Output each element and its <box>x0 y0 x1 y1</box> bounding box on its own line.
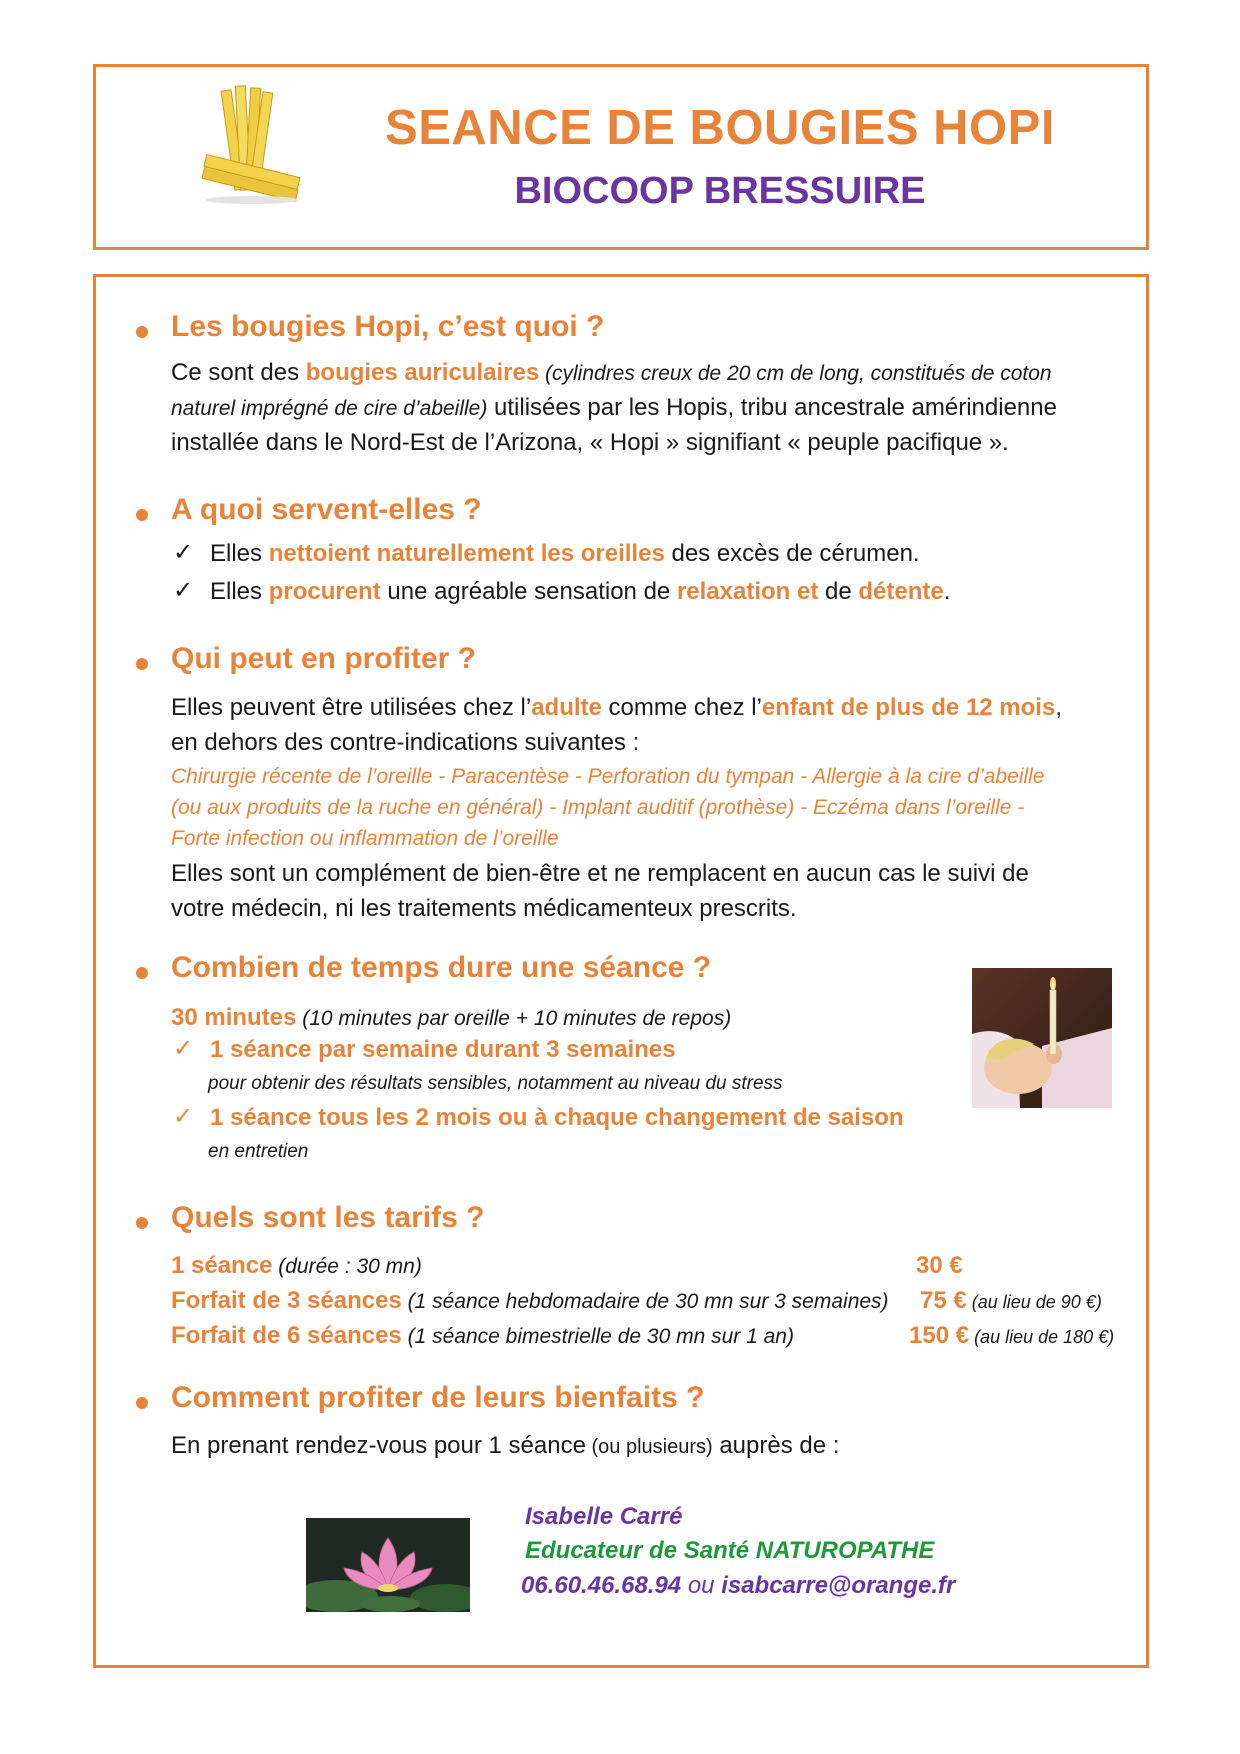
contact-phone[interactable]: 06.60.46.68.94 <box>521 1572 682 1599</box>
lotus-flower-photo <box>306 1518 470 1612</box>
bullet-icon <box>136 1397 148 1409</box>
list-item: 1 séance tous les 2 mois ou à chaque changement de saison <box>210 1104 904 1131</box>
list-item-note: pour obtenir des résultats sensibles, notamment au niveau du stress <box>208 1073 783 1094</box>
paragraph-line: Elles sont un complément de bien-être et ne remplacent en aucun cas le suivi de <box>171 860 1029 887</box>
page-subtitle: BIOCOOP BRESSUIRE <box>514 170 926 212</box>
price-value: 30 € <box>916 1252 963 1279</box>
price-row-label: 1 séance (durée : 30 mn) <box>171 1252 422 1279</box>
price-value: 150 € (au lieu de 180 €) <box>909 1322 1115 1349</box>
ear-candle-photo <box>972 968 1112 1108</box>
contact-email[interactable]: isabcarre@orange.fr <box>721 1572 956 1599</box>
checkmark-icon: ✓ <box>173 1035 194 1062</box>
list-item: Elles procurent une agréable sensation de relaxation et de détente. <box>210 578 951 605</box>
checkmark-icon: ✓ <box>173 1103 194 1130</box>
list-item: 1 séance par semaine durant 3 semaines <box>210 1036 676 1063</box>
section-title-who: Qui peut en profiter ? <box>171 642 476 675</box>
contact-line: 06.60.46.68.94 ou isabcarre@orange.fr <box>521 1572 956 1599</box>
hopi-candles-image <box>196 82 308 206</box>
paragraph-line: En prenant rendez-vous pour 1 séance (ou plusieurs) auprès de : <box>171 1432 840 1459</box>
contraindication-line: (ou aux produits de la ruche en général) - Implant auditif (prothèse) - Eczéma dans l’oreille - <box>171 796 1025 819</box>
list-item: Elles nettoient naturellement les oreilles des excès de cérumen. <box>210 540 920 567</box>
section-title-how: Comment profiter de leurs bienfaits ? <box>171 1381 705 1414</box>
section-title-duration: Combien de temps dure une séance ? <box>171 951 712 984</box>
bullet-icon <box>136 326 148 338</box>
price-value: 75 € (au lieu de 90 €) <box>920 1287 1102 1314</box>
bullet-icon <box>136 1217 148 1229</box>
checkmark-icon: ✓ <box>173 577 194 604</box>
paragraph-line: Elles peuvent être utilisées chez l’adulte comme chez l’enfant de plus de 12 mois, <box>171 694 1062 721</box>
section-title-what: Les bougies Hopi, c’est quoi ? <box>171 310 605 343</box>
page-title: SEANCE DE BOUGIES HOPI <box>385 101 1055 155</box>
contact-role: Educateur de Santé NATUROPATHE <box>525 1537 935 1564</box>
paragraph-line: Ce sont des bougies auriculaires (cylindres creux de 20 cm de long, constitués de coton <box>171 359 1052 386</box>
checkmark-icon: ✓ <box>173 539 194 566</box>
paragraph-line: naturel imprégné de cire d’abeille) utilisées par les Hopis, tribu ancestrale amérindienne <box>171 394 1057 421</box>
contact-name: Isabelle Carré <box>525 1503 683 1530</box>
price-row-label: Forfait de 3 séances (1 séance hebdomadaire de 30 mn sur 3 semaines) <box>171 1287 889 1314</box>
paragraph-line: en dehors des contre-indications suivantes : <box>171 729 640 756</box>
contraindication-line: Chirurgie récente de l’oreille - Paracentèse - Perforation du tympan - Allergie à la cire d’abeille <box>171 765 1045 788</box>
section-title-prices: Quels sont les tarifs ? <box>171 1201 485 1234</box>
paragraph-line: votre médecin, ni les traitements médicamenteux prescrits. <box>171 895 797 922</box>
contraindication-line: Forte infection ou inflammation de l’oreille <box>171 827 559 850</box>
bullet-icon <box>136 509 148 521</box>
list-item-note: en entretien <box>208 1141 309 1162</box>
bullet-icon <box>136 658 148 670</box>
duration-line: 30 minutes (10 minutes par oreille + 10 minutes de repos) <box>171 1004 732 1031</box>
price-row-label: Forfait de 6 séances (1 séance bimestrielle de 30 mn sur 1 an) <box>171 1322 794 1349</box>
paragraph-line: installée dans le Nord-Est de l’Arizona, « Hopi » signifiant « peuple pacifique ». <box>171 429 1009 456</box>
bullet-icon <box>136 967 148 979</box>
section-title-use: A quoi servent-elles ? <box>171 493 482 526</box>
